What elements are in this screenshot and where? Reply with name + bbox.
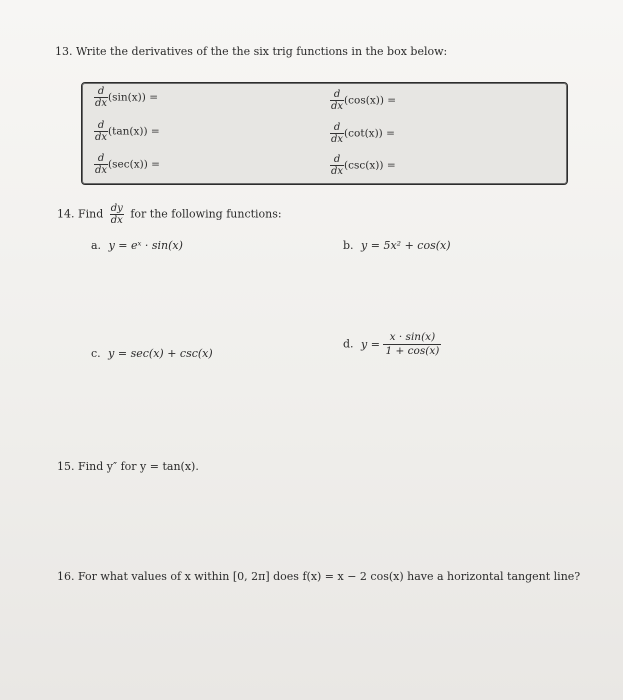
question-14d-numerator: x · sin(x): [383, 331, 441, 345]
d-dx-fraction: $\frac{d}{dx}$: [95, 153, 108, 176]
question-14c: [91, 347, 213, 360]
question-14b: [343, 239, 451, 252]
question-14b-expr: y = 5x² + cos(x): [361, 239, 451, 252]
question-14a-expr: y = eˣ · sin(x): [108, 239, 183, 252]
question-14d-lhs: y =: [361, 338, 380, 351]
deriv-cot-expr: (cot(x)) =: [344, 127, 395, 140]
question-14d-denominator: 1 + cos(x): [385, 345, 440, 357]
deriv-sec: [94, 153, 160, 176]
question-14a-label: a.: [91, 239, 102, 252]
deriv-cos-expr: (cos(x)) =: [344, 94, 397, 107]
question-14d-label: d.: [343, 337, 354, 351]
deriv-csc: [330, 154, 396, 177]
deriv-tan-expr: (tan(x)) =: [108, 125, 160, 138]
question-14b-label: b.: [343, 239, 354, 252]
deriv-sin: [94, 86, 158, 109]
question-14d: [343, 331, 441, 358]
dy-dx-fraction: $\frac{dy}{dx}$: [110, 203, 123, 226]
question-16-number: 16.: [57, 570, 75, 583]
question-16: [57, 570, 580, 583]
deriv-tan: [94, 120, 160, 143]
question-14a: [91, 239, 183, 252]
d-dx-fraction: $\frac{d}{dx}$: [331, 122, 344, 145]
question-14c-expr: y = sec(x) + csc(x): [108, 347, 213, 360]
question-14-number: 14.: [57, 207, 75, 221]
d-dx-fraction: $\frac{d}{dx}$: [95, 120, 108, 143]
question-13-text: Write the derivatives of the the six trig functions in the box below:: [76, 45, 448, 58]
d-dx-fraction: $\frac{d}{dx}$: [331, 89, 344, 112]
question-14d-fraction: [383, 331, 441, 358]
question-13-number: 13.: [55, 45, 73, 58]
derivatives-box: [81, 82, 568, 185]
question-16-text: For what values of x within [0, 2π] does f(x) = x − 2 cos(x) have a horizontal tangent line?: [78, 570, 581, 583]
deriv-cot: [330, 122, 395, 145]
d-dx-fraction: $\frac{d}{dx}$: [331, 154, 344, 177]
question-14-text: for the following functions:: [130, 207, 282, 221]
deriv-sin-expr: (sin(x)) =: [108, 91, 158, 104]
question-13: [55, 45, 447, 58]
question-15-number: 15.: [57, 460, 75, 473]
deriv-sec-expr: (sec(x)) =: [108, 158, 160, 171]
question-15-text: Find y″ for y = tan(x).: [78, 460, 199, 473]
question-14-find: Find: [78, 207, 104, 221]
deriv-cos: [330, 89, 396, 112]
question-14: [57, 203, 282, 226]
d-dx-fraction: $\frac{d}{dx}$: [95, 86, 108, 109]
deriv-csc-expr: (csc(x)) =: [344, 159, 396, 172]
question-14c-label: c.: [91, 347, 101, 360]
question-15: [57, 460, 199, 473]
